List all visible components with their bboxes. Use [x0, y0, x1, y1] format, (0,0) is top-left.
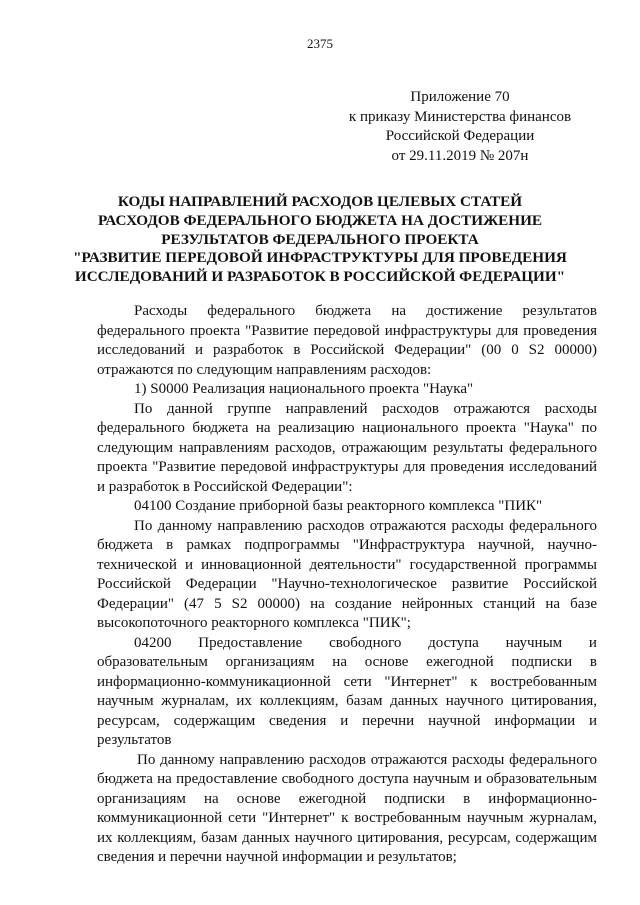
- code-04200-first-line: [97, 634, 597, 654]
- appendix-line: Российской Федерации: [385, 128, 535, 144]
- heading-word: Предоставление: [198, 634, 303, 651]
- document-title: [70, 193, 570, 287]
- code-04200-heading: [97, 634, 597, 751]
- appendix-line: к приказу Министерства финансов: [348, 108, 572, 125]
- document-body: [97, 302, 597, 868]
- code-04200-line: научным журналам, их коллекциям, базам данных научного цитирования,: [97, 693, 597, 709]
- code-04200-line: информационно-коммуникационной сети "Интернет" к востребованным: [97, 673, 597, 690]
- code-04200-line: результатов: [97, 732, 172, 748]
- appendix-line: Приложение 70: [410, 89, 510, 105]
- item-s0000-description: По данной группе направлений расходов отражаются расходы федерального бюджета на реализацию национального проекта "Наука" по следующим направлениям расходов, отражающим результаты федерального проекта "Развитие передовой инфраструктуры для проведения исследований и разработок в Российской Федерации":: [97, 400, 597, 495]
- title-line: "РАЗВИТИЕ ПЕРЕДОВОЙ ИНФРАСТРУКТУРЫ ДЛЯ ПРОВЕДЕНИЯ: [73, 249, 567, 267]
- code-04100-description: По данному направлению расходов отражаются расходы федерального бюджета в рамках подпрограммы "Инфраструктура научной, научно-технической и инновационной деятельности" государственной программы Российской Федерации "Научно-технологическое развитие Российской Федерации" (47 5 S2 00000) на создание нейронных станций на базе высокопоточного реакторного комплекса "ПИК";: [97, 517, 597, 631]
- page-number: 2375: [307, 36, 333, 51]
- code-04100-heading: 04100 Создание приборной базы реакторного комплекса "ПИК": [134, 498, 543, 514]
- code-04200-line: ресурсам, содержащим сведения и перечни научной информации и: [97, 712, 597, 729]
- code-04200-line: образовательным организациям на основе ежегодной подписки в: [97, 654, 597, 670]
- heading-word: и: [588, 634, 597, 651]
- title-line: КОДЫ НАПРАВЛЕНИЙ РАСХОДОВ ЦЕЛЕВЫХ СТАТЕЙ: [117, 193, 523, 210]
- appendix-header: [340, 88, 580, 166]
- code-04200-description: По данному направлению расходов отражаются расходы федерального бюджета на предоставление свободного доступа научным и образовательным организациям на основе ежегодной подписки в информационно-коммуникационной сети "Интернет" к востребованным научным журналам, их коллекциям, базам данных научного цитирования, ресурсам, содержащим сведения и перечни научной информации и результатов;: [97, 751, 597, 865]
- heading-word: 04200: [134, 634, 172, 651]
- item-s0000-heading: 1) S0000 Реализация национального проекта "Наука": [134, 381, 474, 397]
- intro-paragraph: Расходы федерального бюджета на достижение результатов федерального проекта "Развитие передовой инфраструктуры для проведения исследований и разработок в Российской Федерации" (00 0 S2 00000) отражаются по следующим направлениям расходов:: [97, 303, 597, 378]
- title-line: РАСХОДОВ ФЕДЕРАЛЬНОГО БЮДЖЕТА НА ДОСТИЖЕНИЕ: [97, 211, 543, 229]
- appendix-line: от 29.11.2019 № 207н: [391, 147, 529, 164]
- heading-word: доступа: [428, 634, 479, 651]
- title-line: ИССЛЕДОВАНИЙ И РАЗРАБОТОК В РОССИЙСКОЙ ФЕДЕРАЦИИ": [74, 268, 566, 286]
- title-line: РЕЗУЛЬТАТОВ ФЕДЕРАЛЬНОГО ПРОЕКТА: [161, 230, 479, 248]
- heading-word: свободного: [329, 634, 402, 651]
- heading-word: научным: [505, 634, 563, 651]
